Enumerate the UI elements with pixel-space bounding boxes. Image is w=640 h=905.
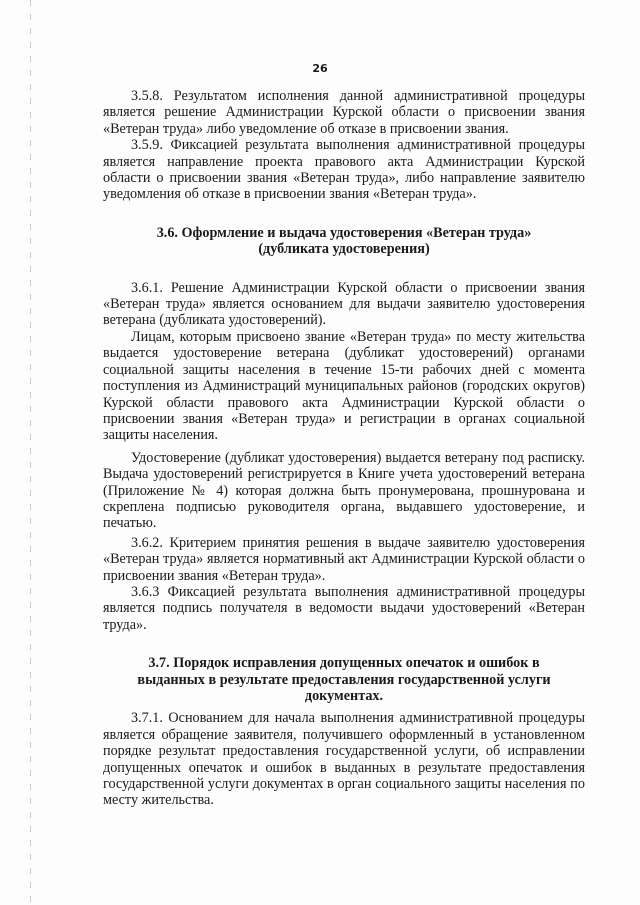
- paragraph-3-5-9: 3.5.9. Фиксацией результата выполнения административной процедуры является направление проекта правового акта Администрации Курской области о присвоении звания «Ветеран труда», либо направление заявителю уведомления об отказе в присвоении звания «Ветеран труда».: [103, 137, 585, 203]
- paragraph-3-7-1: 3.7.1. Основанием для начала выполнения административной процедуры является обращение заявителя, получившего оформленный в установленном порядке результат предоставления государственной услуги, об исправлении допущенных опечаток и ошибок в выданных в результате предоставления государственной услуги документах в орган социального защиты населения по месту жительства.: [103, 710, 585, 809]
- section-heading-3-7: 3.7. Порядок исправления допущенных опечаток и ошибок в выданных в результате предоставления государственной услуги документах.: [137, 655, 551, 704]
- paragraph-3-5-8: 3.5.8. Результатом исполнения данной административной процедуры является решение Администрации Курской области о присвоении звания «Ветеран труда» либо уведомление об отказе в присвоении звания.: [103, 88, 585, 137]
- paragraph-veteran-issuance: Лицам, которым присвоено звание «Ветеран труда» по месту жительства выдается удостоверение ветерана (дубликат удостоверений) органами социальной защиты населения в течение 15-ти рабочих дней с момента поступления из Администраций муниципальных районов (городских округов) Курской области правового акта Администрации Курской области о присвоении звания «Ветеран труда» и регистрации в органах социальной защиты населения.: [103, 328, 585, 444]
- paragraph-3-6-1: 3.6.1. Решение Администрации Курской области о присвоении звания «Ветеран труда» является основанием для выдачи заявителю удостоверения ветерана (дубликата удостоверений).: [103, 279, 585, 329]
- paragraph-3-6-3: 3.6.3 Фиксацией результата выполнения административной процедуры является подпись получателя в ведомости выдачи удостоверений «Ветеран труда».: [103, 583, 585, 633]
- document-body: [103, 88, 585, 809]
- page-number: 26: [312, 62, 328, 75]
- section-heading-3-6: 3.6. Оформление и выдача удостоверения «Ветеран труда» (дубликата удостоверения): [156, 224, 532, 258]
- paragraph-3-6-2: 3.6.2. Критерием принятия решения в выдаче заявителю удостоверения «Ветеран труда» является нормативный акт Администрации Курской области о присвоении звания «Ветеран труда».: [103, 534, 585, 584]
- scan-binding-edge: [30, 0, 31, 905]
- paragraph-certificate-receipt: Удостоверение (дубликат удостоверения) выдается ветерану под расписку. Выдача удостоверений регистрируется в Книге учета удостоверений ветерана (Приложение № 4) которая должна быть пронумерована, прошнурована и скреплена подписью руководителя органа, выдавшего удостоверение, и печатью.: [103, 449, 585, 532]
